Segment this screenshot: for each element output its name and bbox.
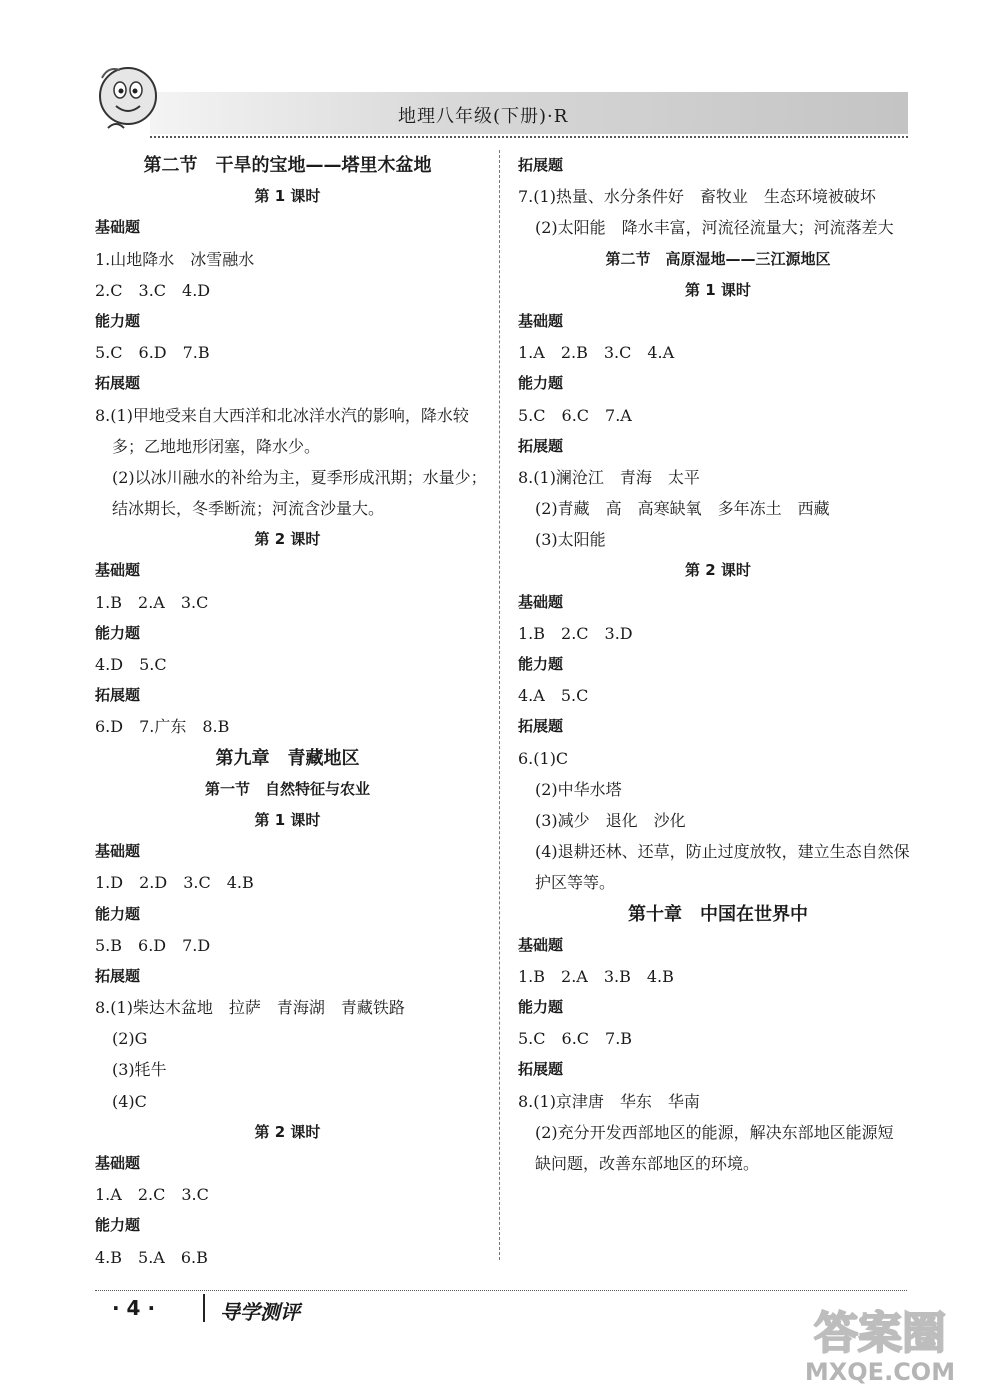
answer-line-indented: (2)青藏 高 高寒缺氧 多年冻土 西藏 xyxy=(535,499,830,519)
subsection-heading: 第一节 自然特征与农业 xyxy=(204,779,370,798)
category-label: 拓展题 xyxy=(518,1060,564,1079)
section-heading: 第十章 中国在世界中 xyxy=(628,903,808,925)
category-label: 基础题 xyxy=(518,311,564,330)
category-label: 拓展题 xyxy=(95,686,141,705)
answer-line-indented: (4)退耕还林、还草，防止过度放牧，建立生态自然保 xyxy=(535,842,910,862)
right-column xyxy=(518,150,918,1179)
category-label: 能力题 xyxy=(95,1216,141,1235)
answer-line: 1.A 2.B 3.C 4.A xyxy=(518,343,675,363)
answer-line: 1.B 2.C 3.D xyxy=(518,623,633,643)
answer-line-indented: 护区等等。 xyxy=(535,873,616,893)
footer-separator xyxy=(203,1294,205,1322)
mascot-logo xyxy=(86,58,170,142)
category-label: 拓展题 xyxy=(518,156,564,174)
answer-line-indented: (4)C xyxy=(112,1091,147,1111)
category-label: 基础题 xyxy=(518,935,564,954)
footer-brand: 导学测评 xyxy=(220,1300,300,1324)
answer-line: 4.D 5.C xyxy=(95,655,167,674)
answer-line-indented: 缺问题，改善东部地区的环境。 xyxy=(535,1154,760,1173)
answer-line-indented: 多；乙地地形闭塞，降水少。 xyxy=(112,436,321,456)
footer-rule xyxy=(95,1290,907,1291)
category-label: 能力题 xyxy=(95,311,141,330)
category-label: 基础题 xyxy=(95,561,141,580)
answer-line: 7.(1)热量、水分条件好 畜牧业 生态环境被破坏 xyxy=(518,187,876,207)
answer-line-indented: (2)太阳能 降水丰富，河流径流量大；河流落差大 xyxy=(535,218,894,238)
lesson-heading: 第 1 课时 xyxy=(254,810,321,829)
category-label: 基础题 xyxy=(95,842,141,861)
watermark-logo xyxy=(780,1300,980,1388)
category-label: 基础题 xyxy=(95,218,141,237)
category-label: 能力题 xyxy=(518,998,564,1017)
answer-line: 5.C 6.D 7.B xyxy=(95,343,210,363)
page-number: · 4 · xyxy=(112,1296,156,1320)
answer-line: 1.山地降水 冰雪融水 xyxy=(95,249,255,269)
answer-line-indented: (3)减少 退化 沙化 xyxy=(535,810,686,830)
category-label: 基础题 xyxy=(95,1154,141,1172)
answer-line: 4.B 5.A 6.B xyxy=(95,1247,208,1267)
category-label: 拓展题 xyxy=(95,374,141,393)
answer-line-indented: (3)牦牛 xyxy=(112,1060,167,1080)
answer-line: 8.(1)澜沧江 青海 太平 xyxy=(518,467,700,487)
answer-line-indented: (3)太阳能 xyxy=(535,530,606,550)
answer-line-indented: (2)G xyxy=(112,1029,148,1049)
section-heading: 第九章 青藏地区 xyxy=(215,747,360,769)
answer-line: 5.C 6.C 7.A xyxy=(518,405,632,425)
answer-line-indented: 结冰期长，冬季断流；河流含沙量大。 xyxy=(112,499,385,519)
answer-line: 5.C 6.C 7.B xyxy=(518,1029,633,1049)
running-title: 地理八年级(下册)·R xyxy=(398,106,569,127)
column-divider xyxy=(499,150,500,1260)
category-label: 能力题 xyxy=(518,655,564,673)
answer-line-indented: (2)中华水塔 xyxy=(535,779,622,799)
answer-line: 4.A 5.C xyxy=(518,686,589,706)
category-label: 基础题 xyxy=(518,592,564,611)
subsection-heading: 第二节 高原湿地——三江源地区 xyxy=(605,249,831,268)
category-label: 能力题 xyxy=(95,623,141,642)
lesson-heading: 第 1 课时 xyxy=(685,280,751,299)
category-label: 拓展题 xyxy=(518,436,564,455)
answer-line: 5.B 6.D 7.D xyxy=(95,935,211,955)
category-label: 能力题 xyxy=(95,904,141,923)
category-label: 能力题 xyxy=(518,374,564,393)
left-column xyxy=(95,150,487,1273)
category-label: 拓展题 xyxy=(95,966,141,985)
answer-line: 8.(1)京津唐 华东 华南 xyxy=(518,1091,700,1111)
answer-line: 6.(1)C xyxy=(518,748,569,768)
answer-line: 8.(1)柴达木盆地 拉萨 青海湖 青藏铁路 xyxy=(95,998,405,1018)
category-label: 拓展题 xyxy=(518,717,564,736)
answer-line: 1.D 2.D 3.C 4.B xyxy=(95,873,254,893)
lesson-heading: 第 2 课时 xyxy=(254,1122,321,1141)
lesson-heading: 第 1 课时 xyxy=(254,187,321,206)
section-heading: 第二节 干旱的宝地——塔里木盆地 xyxy=(143,155,432,176)
answer-line: 1.A 2.C 3.C xyxy=(95,1185,209,1205)
answer-line: 2.C 3.C 4.D xyxy=(95,280,211,300)
answer-line: 1.B 2.A 3.C xyxy=(95,592,209,612)
answer-line: 8.(1)甲地受来自大西洋和北冰洋水汽的影响，降水较 xyxy=(95,405,469,425)
answer-line-indented: (2)以冰川融水的补给为主，夏季形成汛期；水量少； xyxy=(112,467,487,487)
lesson-heading: 第 2 课时 xyxy=(254,530,321,549)
lesson-heading: 第 2 课时 xyxy=(685,561,751,580)
watermark-text-cn: 答案圈 xyxy=(814,1308,946,1359)
answer-line: 1.B 2.A 3.B 4.B xyxy=(518,966,674,986)
watermark-text-en: MXQE.COM xyxy=(804,1358,956,1386)
answer-line: 6.D 7.广东 8.B xyxy=(95,717,230,737)
answer-line-indented: (2)充分开发西部地区的能源，解决东部地区能源短 xyxy=(535,1122,894,1142)
